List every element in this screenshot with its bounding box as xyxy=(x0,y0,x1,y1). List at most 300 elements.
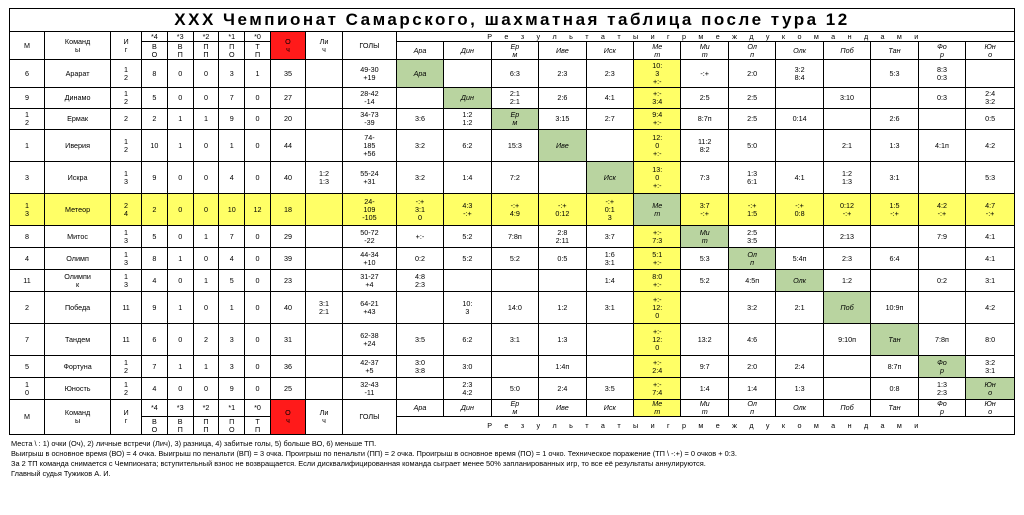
result-cell: 3:0 xyxy=(444,356,491,378)
result-cell: 10: 3 xyxy=(444,292,491,324)
stat-cell: 1 xyxy=(167,356,193,378)
self-cell: Ер м xyxy=(491,109,538,130)
result-cell: +:- 2:4 xyxy=(634,356,681,378)
result-cell xyxy=(681,292,728,324)
games-cell: 1 3 xyxy=(111,226,142,248)
stat-cell: 1 xyxy=(193,109,219,130)
result-cell: 5:3 xyxy=(871,60,918,88)
score-col-header: П П xyxy=(193,42,219,60)
team-header: Команд ы xyxy=(45,32,111,60)
result-cell: -:+ 0:12 xyxy=(539,194,586,226)
score-col-weight: *4 xyxy=(142,400,168,417)
opponent-header: Ер м xyxy=(491,400,538,417)
result-cell: 2:6 xyxy=(539,88,586,109)
stat-cell: 5 xyxy=(219,270,245,292)
result-cell: 3:7 -:+ xyxy=(681,194,728,226)
opponent-header: Тан xyxy=(871,400,918,417)
place-cell: 2 xyxy=(10,292,45,324)
place-cell: 1 0 xyxy=(10,378,45,400)
opponent-header: Тан xyxy=(871,42,918,60)
score-col-weight: *0 xyxy=(245,400,271,417)
score-col-weight: *4 xyxy=(142,32,168,42)
lich-cell xyxy=(305,378,342,400)
table-row xyxy=(10,226,1015,248)
result-cell: 0:3 xyxy=(918,88,965,109)
self-cell: Ми т xyxy=(681,226,728,248)
result-cell: 3:7 xyxy=(586,226,633,248)
result-cell: 2:3 xyxy=(823,248,870,270)
stat-cell: 0 xyxy=(193,292,219,324)
stat-cell: 0 xyxy=(245,226,271,248)
table-row xyxy=(10,378,1015,400)
points-cell: 18 xyxy=(270,194,305,226)
opponent-header: Ер м xyxy=(491,42,538,60)
result-cell: 7:2 xyxy=(491,162,538,194)
result-cell: 6:4 xyxy=(871,248,918,270)
stat-cell: 12 xyxy=(245,194,271,226)
self-cell: Ол п xyxy=(728,248,775,270)
place-cell: 6 xyxy=(10,60,45,88)
points-header: О ч xyxy=(270,400,305,435)
self-cell: Ара xyxy=(396,60,443,88)
standings-table xyxy=(9,31,1015,435)
result-cell xyxy=(586,324,633,356)
result-cell: 1:2 xyxy=(823,270,870,292)
lich-header: Ли ч xyxy=(305,32,342,60)
place-cell: 9 xyxy=(10,88,45,109)
result-cell: 8:0 xyxy=(966,324,1015,356)
result-cell: 1:4 xyxy=(728,378,775,400)
page-title: ХХХ Чемпионат Самарского, шахматная таблица после тура 12 xyxy=(9,8,1015,31)
opponent-header: Ме т xyxy=(634,42,681,60)
result-cell: 6:3 xyxy=(491,60,538,88)
result-cell: 2:0 xyxy=(728,60,775,88)
result-cell: 7:8п xyxy=(918,324,965,356)
stat-cell: 0 xyxy=(245,248,271,270)
points-cell: 29 xyxy=(270,226,305,248)
opponent-header: Иве xyxy=(539,42,586,60)
score-col-header: В П xyxy=(167,42,193,60)
result-cell: 10: 3 +:- xyxy=(634,60,681,88)
result-cell: 3:6 xyxy=(396,109,443,130)
goals-cell: 24- 109 -105 xyxy=(343,194,397,226)
stat-cell: 8 xyxy=(142,60,168,88)
games-cell: 1 3 xyxy=(111,248,142,270)
result-cell: 4:1 xyxy=(776,162,823,194)
result-cell: 3:5 xyxy=(396,324,443,356)
place-cell: 1 2 xyxy=(10,109,45,130)
result-cell xyxy=(823,60,870,88)
score-col-header: Т П xyxy=(245,42,271,60)
result-cell: 1:4 xyxy=(586,270,633,292)
lich-cell xyxy=(305,356,342,378)
result-cell: 2:1 xyxy=(776,292,823,324)
result-cell xyxy=(918,292,965,324)
result-cell: 6:2 xyxy=(444,324,491,356)
result-cell xyxy=(396,292,443,324)
result-cell: +:- 3:4 xyxy=(634,88,681,109)
result-cell: 3:2 xyxy=(396,130,443,162)
result-cell: 15:3 xyxy=(491,130,538,162)
stat-cell: 0 xyxy=(193,60,219,88)
table-row xyxy=(10,248,1015,270)
result-cell: 8:7п xyxy=(871,356,918,378)
result-cell: 2:1 2:1 xyxy=(491,88,538,109)
score-col-weight: *3 xyxy=(167,32,193,42)
self-cell: Дин xyxy=(444,88,491,109)
result-cell: 2:4 xyxy=(539,378,586,400)
stat-cell: 1 xyxy=(167,248,193,270)
result-cell: 4:1 xyxy=(966,248,1015,270)
result-cell xyxy=(539,270,586,292)
result-cell: 4:3 -:+ xyxy=(444,194,491,226)
result-cell: 5:2 xyxy=(444,226,491,248)
games-cell: 1 2 xyxy=(111,356,142,378)
lich-cell xyxy=(305,130,342,162)
result-cell xyxy=(586,356,633,378)
result-cell: 3:0 3:8 xyxy=(396,356,443,378)
opponent-header: Ме т xyxy=(634,400,681,417)
result-cell: 9:7 xyxy=(681,356,728,378)
result-cell: -:+ xyxy=(681,60,728,88)
team-name: Победа xyxy=(45,292,111,324)
stat-cell: 0 xyxy=(245,292,271,324)
lich-cell xyxy=(305,324,342,356)
results-title: Р е з у л ь т а т ы и г р м е ж д у к о м а н д а м и xyxy=(396,32,1014,42)
score-col-weight: *1 xyxy=(219,400,245,417)
points-cell: 36 xyxy=(270,356,305,378)
result-cell: 0:5 xyxy=(966,109,1015,130)
team-name: Ермак xyxy=(45,109,111,130)
result-cell: 2:8 2:11 xyxy=(539,226,586,248)
opponent-header: Ара xyxy=(396,400,443,417)
note-line: За 2 ТП команда снимается с Чемпионата; вступительный взнос не возвращается. Если дисквалифицированная команда сыграет менее 50% запланированных игр, то все её результаты аннулируются. xyxy=(11,459,706,468)
result-cell: 1:5 -:+ xyxy=(871,194,918,226)
table-row xyxy=(10,292,1015,324)
stat-cell: 0 xyxy=(167,324,193,356)
self-cell: Иве xyxy=(539,130,586,162)
score-col-header: П П xyxy=(193,417,219,435)
stat-cell: 0 xyxy=(193,88,219,109)
result-cell xyxy=(539,162,586,194)
points-cell: 23 xyxy=(270,270,305,292)
result-cell: 5:0 xyxy=(491,378,538,400)
place-cell: 3 xyxy=(10,162,45,194)
result-cell xyxy=(586,130,633,162)
team-name: Тандем xyxy=(45,324,111,356)
result-cell: 5:2 xyxy=(681,270,728,292)
points-cell: 44 xyxy=(270,130,305,162)
result-cell: 1:4 xyxy=(681,378,728,400)
result-cell: 11:2 8:2 xyxy=(681,130,728,162)
opponent-header: Фо р xyxy=(918,42,965,60)
result-cell: -:+ 0:8 xyxy=(776,194,823,226)
result-cell: 5:2 xyxy=(444,248,491,270)
opponent-header: Поб xyxy=(823,42,870,60)
opponent-header: Иск xyxy=(586,42,633,60)
result-cell: 2:6 xyxy=(871,109,918,130)
lich-cell xyxy=(305,194,342,226)
score-col-weight: *3 xyxy=(167,400,193,417)
goals-cell: 62-38 +24 xyxy=(343,324,397,356)
stat-cell: 0 xyxy=(245,378,271,400)
result-cell xyxy=(444,60,491,88)
table-row xyxy=(10,194,1015,226)
score-col-header: Т П xyxy=(245,417,271,435)
footer-row xyxy=(10,400,1015,417)
lich-cell: 1:2 1:3 xyxy=(305,162,342,194)
result-cell: 9:4 +:- xyxy=(634,109,681,130)
opponent-header: Юн о xyxy=(966,400,1015,417)
result-cell xyxy=(966,60,1015,88)
games-cell: 11 xyxy=(111,324,142,356)
result-cell: 1:2 1:3 xyxy=(823,162,870,194)
goals-header: ГОЛЫ xyxy=(343,400,397,435)
score-col-header: В О xyxy=(142,417,168,435)
result-cell: 3:10 xyxy=(823,88,870,109)
table-row xyxy=(10,356,1015,378)
result-cell: 3:1 xyxy=(966,270,1015,292)
points-cell: 31 xyxy=(270,324,305,356)
result-cell xyxy=(444,270,491,292)
stat-cell: 7 xyxy=(142,356,168,378)
result-cell: 5:1 +:- xyxy=(634,248,681,270)
stat-cell: 10 xyxy=(142,130,168,162)
note-line: Главный судья Тужиков А. И. xyxy=(11,469,111,478)
games-cell: 2 4 xyxy=(111,194,142,226)
result-cell: 3:2 xyxy=(728,292,775,324)
stat-cell: 0 xyxy=(245,109,271,130)
stat-cell: 1 xyxy=(167,130,193,162)
stat-cell: 0 xyxy=(245,356,271,378)
opponent-header: Фо р xyxy=(918,400,965,417)
result-cell: +:- 7:3 xyxy=(634,226,681,248)
place-cell: 7 xyxy=(10,324,45,356)
games-cell: 11 xyxy=(111,292,142,324)
goals-cell: 42-37 +5 xyxy=(343,356,397,378)
goals-cell: 34-73 -39 xyxy=(343,109,397,130)
goals-cell: 32-43 -11 xyxy=(343,378,397,400)
stat-cell: 1 xyxy=(167,292,193,324)
stat-cell: 1 xyxy=(245,60,271,88)
games-cell: 1 2 xyxy=(111,60,142,88)
lich-cell xyxy=(305,60,342,88)
result-cell: 3:1 xyxy=(586,292,633,324)
result-cell: 4:1 xyxy=(586,88,633,109)
opponent-header: Дин xyxy=(444,42,491,60)
result-cell: 12: 0 +:- xyxy=(634,130,681,162)
result-cell: 3:2 8:4 xyxy=(776,60,823,88)
table-row xyxy=(10,88,1015,109)
games-cell: 1 2 xyxy=(111,88,142,109)
table-row xyxy=(10,162,1015,194)
goals-cell: 50-72 -22 xyxy=(343,226,397,248)
results-title: Р е з у л ь т а т ы и г р м е ж д у к о м а н д а м и xyxy=(396,417,1014,435)
result-cell xyxy=(491,270,538,292)
goals-cell: 55-24 +31 xyxy=(343,162,397,194)
points-cell: 39 xyxy=(270,248,305,270)
stat-cell: 0 xyxy=(167,378,193,400)
goals-header: ГОЛЫ xyxy=(343,32,397,60)
lich-header: Ли ч xyxy=(305,400,342,435)
stat-cell: 9 xyxy=(219,378,245,400)
stat-cell: 1 xyxy=(167,109,193,130)
result-cell: 2:4 3:2 xyxy=(966,88,1015,109)
stat-cell: 0 xyxy=(245,130,271,162)
result-cell: 3:1 xyxy=(491,324,538,356)
result-cell: 0:12 -:+ xyxy=(823,194,870,226)
stat-cell: 3 xyxy=(219,356,245,378)
team-header: Команд ы xyxy=(45,400,111,435)
points-cell: 25 xyxy=(270,378,305,400)
points-cell: 35 xyxy=(270,60,305,88)
stat-cell: 1 xyxy=(219,130,245,162)
result-cell: -:+ 0:1 3 xyxy=(586,194,633,226)
result-cell xyxy=(776,88,823,109)
tournament-sheet xyxy=(9,8,1015,479)
stat-cell: 9 xyxy=(219,109,245,130)
result-cell: 1:3 6:1 xyxy=(728,162,775,194)
team-name: Искра xyxy=(45,162,111,194)
result-cell: 2:3 4:2 xyxy=(444,378,491,400)
score-col-header: П О xyxy=(219,417,245,435)
result-cell: 4:2 xyxy=(966,292,1015,324)
score-col-weight: *2 xyxy=(193,32,219,42)
table-row xyxy=(10,130,1015,162)
team-name: Арарат xyxy=(45,60,111,88)
games-cell: 2 xyxy=(111,109,142,130)
result-cell: 0:8 xyxy=(871,378,918,400)
opponent-header: Иве xyxy=(539,400,586,417)
opponent-header: Олк xyxy=(776,400,823,417)
self-cell: Олк xyxy=(776,270,823,292)
result-cell: -:+ 4:9 xyxy=(491,194,538,226)
goals-cell: 31-27 +4 xyxy=(343,270,397,292)
stat-cell: 1 xyxy=(193,356,219,378)
result-cell: 4:7 -:+ xyxy=(966,194,1015,226)
stat-cell: 3 xyxy=(219,60,245,88)
header-row xyxy=(10,42,1015,60)
games-cell: 1 2 xyxy=(111,130,142,162)
result-cell: 4:5п xyxy=(728,270,775,292)
result-cell: 8:0 +:- xyxy=(634,270,681,292)
result-cell: 4:1п xyxy=(918,130,965,162)
result-cell: 5:2 xyxy=(491,248,538,270)
result-cell: 5:4п xyxy=(776,248,823,270)
games-header: И г xyxy=(111,400,142,435)
result-cell xyxy=(776,226,823,248)
stat-cell: 7 xyxy=(219,88,245,109)
team-name: Метеор xyxy=(45,194,111,226)
team-name: Митос xyxy=(45,226,111,248)
opponent-header: Иск xyxy=(586,400,633,417)
result-cell: 13:2 xyxy=(681,324,728,356)
stat-cell: 0 xyxy=(167,162,193,194)
points-cell: 27 xyxy=(270,88,305,109)
self-cell: Юн о xyxy=(966,378,1015,400)
opponent-header: Ол п xyxy=(728,42,775,60)
score-col-weight: *2 xyxy=(193,400,219,417)
result-cell: 3:15 xyxy=(539,109,586,130)
points-header: О ч xyxy=(270,32,305,60)
place-header: М xyxy=(10,32,45,60)
opponent-header: Юн о xyxy=(966,42,1015,60)
result-cell: 2:4 xyxy=(776,356,823,378)
games-cell: 1 3 xyxy=(111,270,142,292)
result-cell: 2:5 xyxy=(728,88,775,109)
team-name: Олимпи к xyxy=(45,270,111,292)
note-line: Места \ : 1) очки (Оч), 2) личные встречи (Лич), 3) разница, 4) забитые голы, 5) больше ВО, 6) меньше ТП. xyxy=(11,439,377,448)
result-cell: 1:2 xyxy=(539,292,586,324)
score-col-weight: *1 xyxy=(219,32,245,42)
result-cell: 1:3 xyxy=(776,378,823,400)
stat-cell: 0 xyxy=(245,270,271,292)
footer-row xyxy=(10,417,1015,435)
result-cell: 6:2 xyxy=(444,130,491,162)
result-cell: 13: 0 +:- xyxy=(634,162,681,194)
goals-cell: 28-42 -14 xyxy=(343,88,397,109)
opponent-header: Олк xyxy=(776,42,823,60)
opponent-header: Ол п xyxy=(728,400,775,417)
games-header: И г xyxy=(111,32,142,60)
points-cell: 20 xyxy=(270,109,305,130)
team-name: Юность xyxy=(45,378,111,400)
rules-notes xyxy=(9,439,1015,479)
result-cell: 3:5 xyxy=(586,378,633,400)
result-cell: -:+ 1:5 xyxy=(728,194,775,226)
stat-cell: 8 xyxy=(142,248,168,270)
stat-cell: 10 xyxy=(219,194,245,226)
result-cell xyxy=(918,162,965,194)
stat-cell: 0 xyxy=(167,88,193,109)
stat-cell: 6 xyxy=(142,324,168,356)
result-cell: 14:0 xyxy=(491,292,538,324)
stat-cell: 0 xyxy=(167,60,193,88)
result-cell: 1:4 xyxy=(444,162,491,194)
opponent-header: Поб xyxy=(823,400,870,417)
opponent-header: Ми т xyxy=(681,42,728,60)
stat-cell: 1 xyxy=(193,270,219,292)
result-cell: 1:6 3:1 xyxy=(586,248,633,270)
result-cell: 1:3 xyxy=(539,324,586,356)
team-name: Иверия xyxy=(45,130,111,162)
score-col-header: П О xyxy=(219,42,245,60)
table-row xyxy=(10,60,1015,88)
stat-cell: 0 xyxy=(245,324,271,356)
result-cell: 0:5 xyxy=(539,248,586,270)
points-cell: 40 xyxy=(270,292,305,324)
points-cell: 40 xyxy=(270,162,305,194)
stat-cell: 0 xyxy=(193,162,219,194)
result-cell: 3:2 3:1 xyxy=(966,356,1015,378)
result-cell: 1:2 1:2 xyxy=(444,109,491,130)
place-cell: 1 3 xyxy=(10,194,45,226)
goals-cell: 74- 185 +56 xyxy=(343,130,397,162)
result-cell: 7:3 xyxy=(681,162,728,194)
note-line: Выигрыш в основное время (ВО) = 4 очка. Выигрыш по пенальти (ВП) = 3 очка. Проигрыш по пенальти (ПП) = 2 очка. Проигрыш в основное время (ПО) = 1 очко. Техническое поражение (ТП \ -:+) = 0 очков + 0:3. xyxy=(11,449,737,458)
stat-cell: 5 xyxy=(142,226,168,248)
lich-cell xyxy=(305,88,342,109)
self-cell: Тан xyxy=(871,324,918,356)
result-cell: 2:13 xyxy=(823,226,870,248)
stat-cell: 0 xyxy=(167,270,193,292)
table-row xyxy=(10,109,1015,130)
place-cell: 1 xyxy=(10,130,45,162)
lich-cell xyxy=(305,270,342,292)
games-cell: 1 2 xyxy=(111,378,142,400)
result-cell xyxy=(396,88,443,109)
result-cell xyxy=(918,109,965,130)
